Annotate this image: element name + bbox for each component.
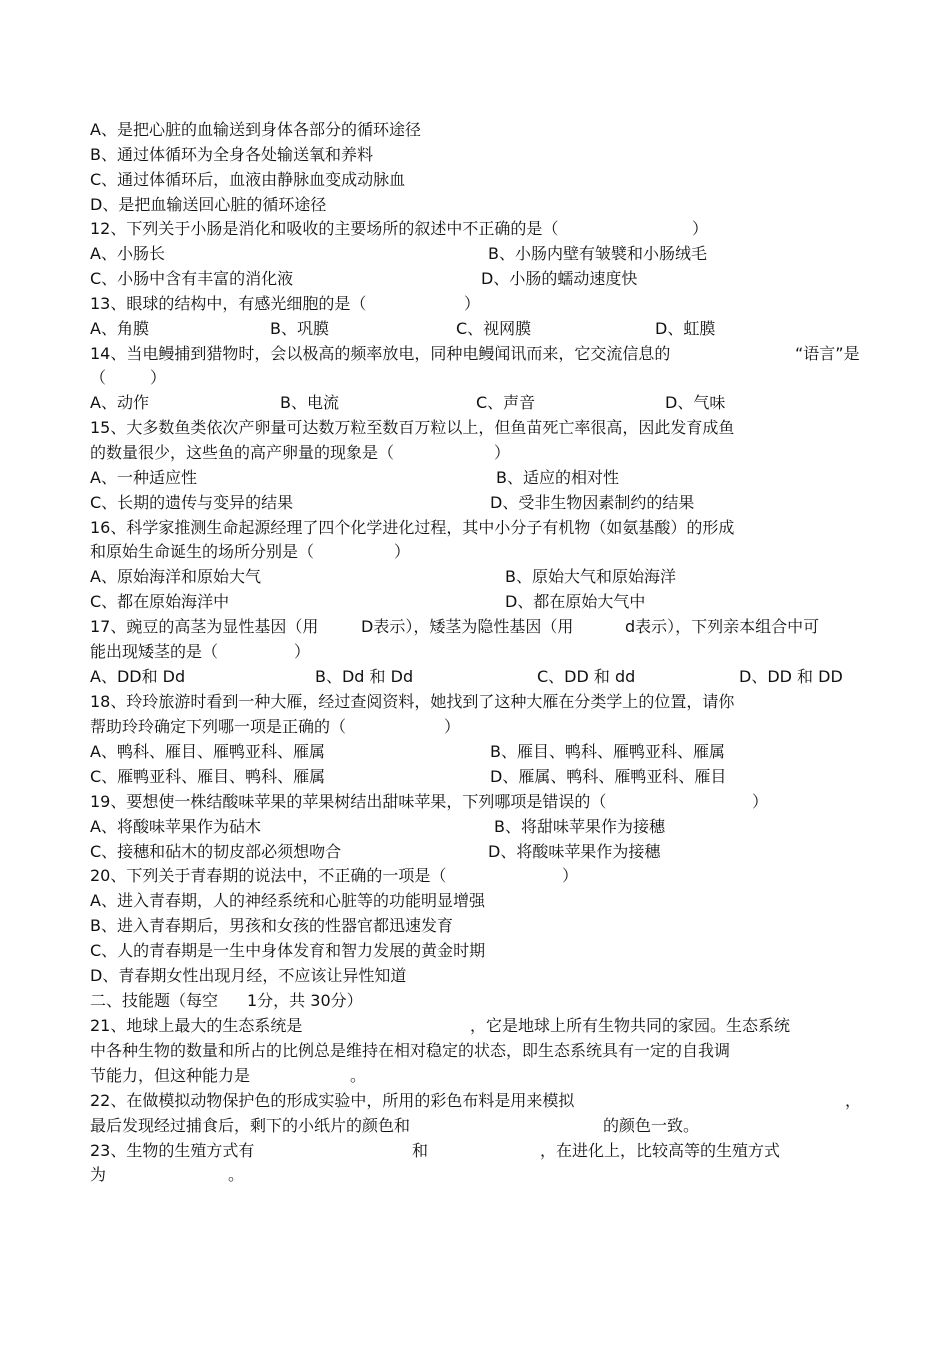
text-line-42-part-0: 为 — [90, 1165, 107, 1184]
text-line-38-part-1: 。 — [350, 1066, 367, 1085]
text-line-41-part-1: 和 — [412, 1141, 429, 1160]
text-line-16-part-0: 16、科学家推测生命起源经理了四个化学进化过程，其中小分子有机物（如氨基酸）的形成 — [90, 518, 735, 537]
text-line-11-part-1: B、电流 — [280, 393, 339, 412]
text-line-1-part-0: B、通过体循环为全身各处输送氧和养料 — [90, 145, 373, 164]
text-line-14-part-1: B、适应的相对性 — [496, 468, 619, 487]
text-line-40-part-0: 最后发现经过捕食后，剩下的小纸片的颜色和 — [90, 1116, 411, 1135]
text-line-31-part-0: A、进入青春期，人的神经系统和心脏等的功能明显增强 — [90, 891, 485, 910]
text-line-39-part-0: 22、在做模拟动物保护色的形成实验中，所用的彩色布料是用来模拟 — [90, 1091, 575, 1110]
text-line-14-part-0: A、一种适应性 — [90, 468, 197, 487]
text-line-30-part-0: 20、下列关于青春期的说法中，不正确的一项是（ — [90, 866, 447, 885]
text-line-5-part-1: B、小肠内壁有皱襞和小肠绒毛 — [488, 244, 707, 263]
text-line-11-part-3: D、气味 — [665, 393, 726, 412]
text-line-9-part-0: 14、当电鳗捕到猎物时，会以极高的频率放电，同种电鳗闻讯而来，它交流信息的 — [90, 344, 671, 363]
text-line-21-part-1: ） — [294, 642, 311, 661]
text-line-41-part-0: 23、生物的生殖方式有 — [90, 1141, 255, 1160]
text-line-26-part-1: D、雁属、鸭科、雁鸭亚科、雁目 — [490, 767, 727, 786]
text-line-23-part-0: 18、玲玲旅游时看到一种大雁，经过查阅资料，她找到了这种大雁在分类学上的位置，请你 — [90, 692, 735, 711]
text-line-11-part-0: A、动作 — [90, 393, 149, 412]
text-line-24-part-0: 帮助玲玲确定下列哪一项是正确的（ — [90, 717, 347, 736]
text-line-7-part-0: 13、眼球的结构中，有感光细胞的是（ — [90, 294, 367, 313]
text-line-3-part-0: D、是把血输送回心脏的循环途径 — [90, 195, 327, 214]
text-line-20-part-1: D表示），矮茎为隐性基因（用 — [361, 617, 574, 636]
text-line-28-part-1: B、将甜味苹果作为接穗 — [494, 817, 665, 836]
text-line-25-part-0: A、鸭科、雁目、雁鸭亚科、雁属 — [90, 742, 325, 761]
text-line-17-part-1: ） — [394, 542, 411, 561]
text-line-11-part-2: C、声音 — [476, 393, 536, 412]
text-line-7-part-1: ） — [464, 294, 481, 313]
text-line-6-part-0: C、小肠中含有丰富的消化液 — [90, 269, 294, 288]
text-line-8-part-2: C、视网膜 — [456, 319, 532, 338]
text-line-22-part-1: B、Dd 和 Dd — [315, 667, 414, 686]
text-line-40-part-1: 的颜色一致。 — [603, 1116, 700, 1135]
text-line-4-part-1: ） — [692, 219, 709, 238]
text-line-9-part-1: “语言”是 — [795, 344, 860, 363]
text-line-36-part-1: ，它是地球上所有生物共同的家园。生态系统 — [470, 1016, 791, 1035]
text-line-35-part-1: 1分，共 30分） — [247, 991, 363, 1010]
text-line-38-part-0: 节能力，但这种能力是 — [90, 1066, 251, 1085]
text-line-34-part-0: D、青春期女性出现月经，不应该让异性知道 — [90, 966, 407, 985]
text-line-27-part-0: 19、要想使一株结酸味苹果的苹果树结出甜味苹果，下列哪项是错误的（ — [90, 792, 607, 811]
text-line-25-part-1: B、雁目、鸭科、雁鸭亚科、雁属 — [490, 742, 725, 761]
text-line-26-part-0: C、雁鸭亚科、雁目、鸭科、雁属 — [90, 767, 326, 786]
text-line-32-part-0: B、进入青春期后，男孩和女孩的性器官都迅速发育 — [90, 916, 453, 935]
text-line-2-part-0: C、通过体循环后，血液由静脉血变成动脉血 — [90, 170, 406, 189]
text-line-30-part-1: ） — [562, 866, 579, 885]
text-line-29-part-1: D、将酸味苹果作为接穗 — [488, 842, 661, 861]
text-line-4-part-0: 12、下列关于小肠是消化和吸收的主要场所的叙述中不正确的是（ — [90, 219, 559, 238]
text-line-13-part-0: 的数量很少，这些鱼的高产卵量的现象是（ — [90, 443, 395, 462]
text-line-8-part-3: D、虹膜 — [655, 319, 716, 338]
text-line-10-part-1: ） — [150, 368, 167, 387]
text-line-22-part-2: C、DD 和 dd — [537, 667, 636, 686]
text-line-35-part-0: 二、技能题（每空 — [90, 991, 219, 1010]
text-line-22-part-0: A、DD和 Dd — [90, 667, 186, 686]
text-line-15-part-1: D、受非生物因素制约的结果 — [490, 493, 695, 512]
text-line-37-part-0: 中各种生物的数量和所占的比例总是维持在相对稳定的状态，即生态系统具有一定的自我调 — [90, 1041, 731, 1060]
text-line-33-part-0: C、人的青春期是一生中身体发育和智力发展的黄金时期 — [90, 941, 486, 960]
text-line-8-part-1: B、巩膜 — [270, 319, 329, 338]
text-line-18-part-1: B、原始大气和原始海洋 — [505, 567, 676, 586]
text-line-27-part-1: ） — [752, 792, 769, 811]
text-line-13-part-1: ） — [494, 443, 511, 462]
text-line-28-part-0: A、将酸味苹果作为砧木 — [90, 817, 261, 836]
text-line-29-part-0: C、接穗和砧木的韧皮部必须想吻合 — [90, 842, 342, 861]
text-line-20-part-0: 17、豌豆的高茎为显性基因（用 — [90, 617, 319, 636]
text-line-18-part-0: A、原始海洋和原始大气 — [90, 567, 261, 586]
text-line-17-part-0: 和原始生命诞生的场所分别是（ — [90, 542, 315, 561]
text-line-10-part-0: （ — [90, 368, 107, 387]
text-line-39-part-1: ， — [845, 1091, 862, 1110]
text-line-42-part-1: 。 — [228, 1165, 245, 1184]
text-line-6-part-1: D、小肠的蠕动速度快 — [481, 269, 638, 288]
text-line-21-part-0: 能出现矮茎的是（ — [90, 642, 219, 661]
text-line-36-part-0: 21、地球上最大的生态系统是 — [90, 1016, 303, 1035]
text-line-19-part-0: C、都在原始海洋中 — [90, 592, 230, 611]
text-line-41-part-2: ，在进化上，比较高等的生殖方式 — [540, 1141, 781, 1160]
text-line-15-part-0: C、长期的遗传与变异的结果 — [90, 493, 294, 512]
text-line-22-part-3: D、DD 和 DD — [739, 667, 843, 686]
text-line-5-part-0: A、小肠长 — [90, 244, 165, 263]
text-line-12-part-0: 15、大多数鱼类依次产卵量可达数万粒至数百万粒以上，但鱼苗死亡率很高，因此发育成鱼 — [90, 418, 735, 437]
text-line-24-part-1: ） — [444, 717, 461, 736]
text-line-8-part-0: A、角膜 — [90, 319, 149, 338]
text-line-20-part-2: d表示），下列亲本组合中可 — [625, 617, 820, 636]
text-line-0-part-0: A、是把心脏的血输送到身体各部分的循环途径 — [90, 120, 421, 139]
text-line-19-part-1: D、都在原始大气中 — [505, 592, 646, 611]
